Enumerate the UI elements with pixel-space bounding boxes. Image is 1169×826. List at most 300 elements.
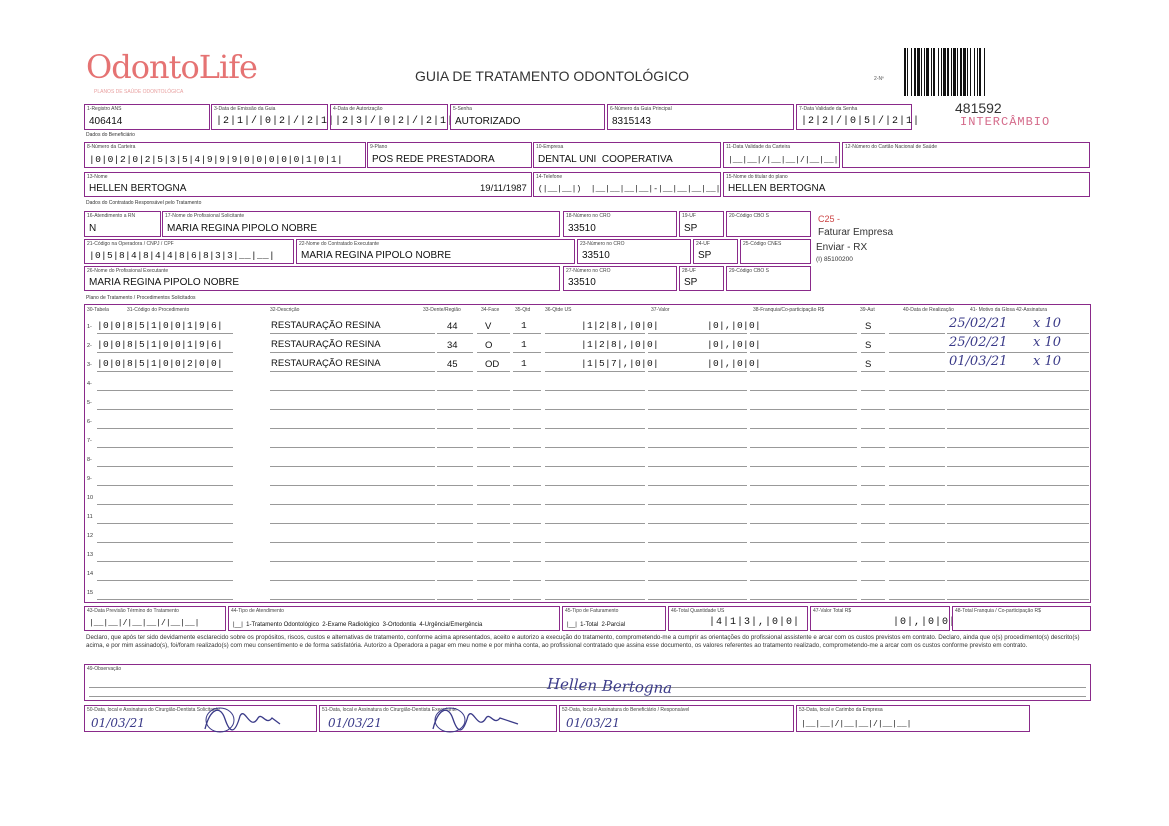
field-label: 21-Código na Operadora / CNPJ / CPF <box>87 241 174 247</box>
cell-line <box>477 599 510 600</box>
field-telefone[interactable] <box>533 172 721 197</box>
barcode-bar <box>931 48 932 96</box>
field-label: 27-Número no CRO <box>566 268 611 274</box>
cell-line <box>947 542 1089 543</box>
column-header: 31-Código do Procedimento <box>127 307 190 313</box>
cell-line <box>947 352 1089 353</box>
field-value: |2|3|/|0|2|/|2|1| <box>335 116 455 127</box>
cell-line <box>947 466 1089 467</box>
cell-line <box>648 390 747 391</box>
cell-line <box>750 542 857 543</box>
section-beneficiario: Dados do Beneficiário <box>86 132 135 138</box>
cell-line <box>750 390 857 391</box>
field-value: 33510 <box>568 277 596 288</box>
cell-line <box>477 561 510 562</box>
field-contratado-executante[interactable] <box>296 239 575 264</box>
cell-line <box>545 523 645 524</box>
cell-line <box>947 485 1089 486</box>
quantity: 1 <box>521 339 528 350</box>
cell-line <box>97 580 233 581</box>
row-number: 5- <box>87 400 92 406</box>
field-label: 51-Data, local e Assinatura do Cirurgião-Dentista Executante <box>322 707 457 713</box>
field-uf-prof-executante[interactable] <box>679 266 724 291</box>
field-senha[interactable] <box>450 104 605 130</box>
procedure-code: |0|0|8|5|1|0|0|1|9|6| <box>97 320 224 331</box>
cell-line <box>750 352 857 353</box>
realization-date: 25/02/21 <box>949 316 1008 331</box>
row-number: 1- <box>87 324 92 330</box>
field-value: |0|5|8|4|8|4|4|8|6|8|3|3|__|__| <box>89 250 276 261</box>
barcode-bar <box>970 48 971 96</box>
cell-line <box>648 504 747 505</box>
table-row[interactable] <box>85 318 1090 337</box>
cell-line <box>513 466 541 467</box>
cell-line <box>545 466 645 467</box>
cell-line <box>861 561 885 562</box>
field-value: 33510 <box>568 223 596 234</box>
field-value: 406414 <box>89 116 123 127</box>
field-value: HELLEN BERTOGNA <box>728 183 826 194</box>
field-label: 22-Nome do Contratado Executante <box>299 241 380 247</box>
logo-text: OdontoLife <box>86 48 257 86</box>
cell-line <box>513 428 541 429</box>
cell-line <box>437 523 473 524</box>
cell-line <box>270 371 435 372</box>
cell-line <box>861 333 885 334</box>
cell-line <box>477 542 510 543</box>
column-header: 32-Descrição <box>270 307 300 313</box>
cell-line <box>477 409 510 410</box>
cell-line <box>270 466 435 467</box>
cell-line <box>947 333 1089 334</box>
table-row[interactable] <box>85 508 1090 527</box>
cell-line <box>648 561 747 562</box>
cell-line <box>97 561 233 562</box>
cell-line <box>861 447 885 448</box>
field-uf-solicitante[interactable] <box>679 211 724 237</box>
field-value: |2|1|/|0|2|/|2|1| <box>216 116 336 127</box>
barcode-bar <box>924 48 925 96</box>
cell-line <box>889 371 945 372</box>
cell-line <box>97 542 233 543</box>
cell-line <box>477 523 510 524</box>
field-validade-senha[interactable] <box>796 104 921 130</box>
cell-line <box>270 561 435 562</box>
cell-line <box>513 371 541 372</box>
quantity-us: |1|2|8|,|0|0| <box>581 320 660 331</box>
row-number: 15 <box>87 590 94 596</box>
cell-line <box>97 428 233 429</box>
cell-line <box>270 447 435 448</box>
barcode-bar <box>907 48 908 96</box>
cell-line <box>947 409 1089 410</box>
field-label: 12-Número do Cartão Nacional de Saúde <box>845 144 937 150</box>
cell-line <box>648 485 747 486</box>
cell-line <box>545 561 645 562</box>
column-header: 36-Qtde US <box>545 307 572 313</box>
cell-line <box>97 485 233 486</box>
field-guia-principal[interactable] <box>607 104 794 130</box>
row-number: 10 <box>87 495 94 501</box>
field-cbo-executante[interactable] <box>726 266 811 291</box>
cell-line <box>750 466 857 467</box>
field-label: 7-Data Validade da Senha <box>799 106 858 112</box>
table-row[interactable] <box>85 356 1090 375</box>
barcode-bar <box>984 48 985 96</box>
row-number: 4- <box>87 381 92 387</box>
cell-line <box>270 504 435 505</box>
field-label: 25-Código CNES <box>743 241 782 247</box>
field-plano[interactable] <box>367 142 532 168</box>
quantity: 1 <box>521 358 528 369</box>
cell-line <box>97 409 233 410</box>
cell-line <box>270 485 435 486</box>
cell-line <box>97 352 233 353</box>
barcode-bar <box>943 48 946 96</box>
cell-line <box>861 599 885 600</box>
field-label: 26-Nome do Profissional Executante <box>87 268 169 274</box>
section-plano: Plano de Tratamento / Procedimentos Solicitados <box>86 295 196 301</box>
cell-line <box>947 371 1089 372</box>
guide-number-label: 2-Nº <box>874 76 884 82</box>
field-label: 10-Empresa <box>536 144 564 150</box>
cell-line <box>477 371 510 372</box>
tooth-face: V <box>485 321 492 332</box>
field-uf-executante[interactable] <box>693 239 738 264</box>
field-value: |__|__|/|__|__|/|__|__| <box>89 619 200 628</box>
cell-line <box>513 523 541 524</box>
stamp-note-enviar: Enviar - RX <box>816 242 868 253</box>
cell-line <box>750 580 857 581</box>
cell-line <box>861 352 885 353</box>
field-registro-ans[interactable] <box>84 104 210 130</box>
field-total-franquia[interactable] <box>952 606 1091 631</box>
field-label: 46-Total Quantidade US <box>671 608 725 614</box>
barcode-bar <box>967 48 968 96</box>
row-number: 13 <box>87 552 94 558</box>
barcode-bar <box>933 48 935 96</box>
field-label: 6-Número da Guia Principal <box>610 106 672 112</box>
stamp-note-code: (I) 85100200 <box>816 256 853 263</box>
cell-line <box>947 599 1089 600</box>
cell-line <box>513 561 541 562</box>
cell-line <box>545 428 645 429</box>
cell-line <box>437 466 473 467</box>
field-label: 28-UF <box>682 268 696 274</box>
cell-line <box>861 428 885 429</box>
authorized: S <box>865 321 872 332</box>
cell-line <box>513 599 541 600</box>
field-value: SP <box>698 250 712 261</box>
quantity-us: |1|2|8|,|0|0| <box>581 339 660 350</box>
row-number: 14 <box>87 571 94 577</box>
field-value: POS REDE PRESTADORA <box>372 154 495 165</box>
barcode-bar <box>957 48 958 96</box>
cell-line <box>437 485 473 486</box>
cell-line <box>270 542 435 543</box>
table-row[interactable] <box>85 413 1090 432</box>
procedure-code: |0|0|8|5|1|0|0|2|0|0| <box>97 358 224 369</box>
cell-line <box>97 371 233 372</box>
field-label: 4-Data de Autorização <box>333 106 383 112</box>
cell-line <box>889 504 945 505</box>
cell-line <box>545 485 645 486</box>
field-validade-carteira[interactable] <box>723 142 840 168</box>
cell-line <box>513 580 541 581</box>
field-label: 48-Total Franquia / Co-participação R$ <box>955 608 1041 614</box>
cell-line <box>889 542 945 543</box>
field-titular[interactable] <box>723 172 1090 197</box>
cell-line <box>477 466 510 467</box>
cell-line <box>545 333 645 334</box>
field-label: 49-Observação <box>87 666 122 672</box>
cell-line <box>750 504 857 505</box>
field-numero-carteira[interactable] <box>84 142 366 168</box>
cell-line <box>648 447 747 448</box>
stamp-note-faturar: Faturar Empresa <box>818 227 894 238</box>
cell-line <box>947 504 1089 505</box>
field-value: 33510 <box>582 250 610 261</box>
table-row[interactable] <box>85 527 1090 546</box>
cell-line <box>437 409 473 410</box>
field-codigo-operadora[interactable] <box>84 239 294 264</box>
field-assinatura-solicitante[interactable] <box>84 705 317 732</box>
barcode-bar <box>938 48 939 96</box>
barcode-bar <box>960 48 962 96</box>
field-cbo-solicitante[interactable] <box>726 211 811 237</box>
procedure-code: |0|0|8|5|1|0|0|1|9|6| <box>97 339 224 350</box>
table-row[interactable] <box>85 451 1090 470</box>
row-signature: x 10 <box>1033 335 1062 350</box>
field-label: 24-UF <box>696 241 710 247</box>
field-value: |2|2|/|0|5|/|2|1| <box>801 116 921 127</box>
row-number: 8- <box>87 457 92 463</box>
table-row[interactable] <box>85 432 1090 451</box>
cell-line <box>437 371 473 372</box>
cell-line <box>513 352 541 353</box>
cell-line <box>648 333 747 334</box>
table-row[interactable] <box>85 489 1090 508</box>
cell-line <box>861 390 885 391</box>
cell-line <box>545 371 645 372</box>
cell-line <box>648 409 747 410</box>
cell-line <box>648 371 747 372</box>
barcode-bar <box>926 48 929 96</box>
field-profissional-solicitante[interactable] <box>162 211 560 237</box>
cell-line <box>437 447 473 448</box>
cell-line <box>545 599 645 600</box>
field-value: SP <box>684 223 698 234</box>
cell-line <box>270 428 435 429</box>
barcode-bar <box>947 48 949 96</box>
field-cro-solicitante[interactable] <box>563 211 677 237</box>
page-title: GUIA DE TRATAMENTO ODONTOLÓGICO <box>415 68 690 84</box>
barcode-bar <box>977 48 978 96</box>
cell-line <box>513 333 541 334</box>
field-label: 17-Nome do Profissional Solicitante <box>165 213 245 219</box>
cell-line <box>437 561 473 562</box>
cell-line <box>889 390 945 391</box>
cell-line <box>545 352 645 353</box>
cell-line <box>437 504 473 505</box>
franchise-value: |0|,|0|0| <box>707 339 762 350</box>
table-row[interactable] <box>85 546 1090 565</box>
field-profissional-executante[interactable] <box>84 266 560 291</box>
cell-line <box>947 523 1089 524</box>
cell-line <box>889 580 945 581</box>
barcode-bar <box>941 48 942 96</box>
field-label: 9-Plano <box>370 144 388 150</box>
field-tipo-atendimento[interactable] <box>228 606 560 631</box>
field-cnes[interactable] <box>740 239 811 264</box>
tooth-region: 44 <box>447 321 458 332</box>
field-label: 8-Número da Carteira <box>87 144 136 150</box>
cell-line <box>648 599 747 600</box>
field-tipo-faturamento[interactable] <box>562 606 666 631</box>
realization-date: 01/03/21 <box>949 354 1008 369</box>
cell-line <box>270 409 435 410</box>
column-header: 30-Tabela <box>87 307 109 313</box>
field-previsao-termino[interactable] <box>84 606 226 631</box>
field-value: 8315143 <box>612 116 651 127</box>
table-row[interactable] <box>85 375 1090 394</box>
field-label: 53-Data, local e Carimbo da Empresa <box>799 707 883 713</box>
field-atendimento-rn[interactable] <box>84 211 161 237</box>
field-label: 47-Valor Total R$ <box>813 608 852 614</box>
table-row[interactable] <box>85 584 1090 603</box>
barcode-bar <box>904 48 906 96</box>
column-header: 34-Face <box>481 307 500 313</box>
tooth-region: 45 <box>447 359 458 370</box>
field-label: 23-Número no CRO <box>580 241 625 247</box>
field-label: 5-Senha <box>453 106 472 112</box>
section-contratado: Dados do Contratado Responsável pelo Tratamento <box>86 200 202 206</box>
table-row[interactable] <box>85 394 1090 413</box>
cell-line <box>861 542 885 543</box>
procedures-table <box>84 304 1091 603</box>
field-assinatura-executante[interactable] <box>319 705 557 732</box>
barcode-bar <box>911 48 912 96</box>
authorized: S <box>865 340 872 351</box>
field-assinatura-beneficiario[interactable] <box>559 705 794 732</box>
field-data-autorizacao[interactable] <box>330 104 455 130</box>
field-label: 11-Data Validade da Carteira <box>726 144 791 150</box>
cell-line <box>947 561 1089 562</box>
field-label: 43-Data Previsão Término do Tratamento <box>87 608 179 614</box>
dentist-signature-solicitante <box>200 704 290 736</box>
cell-line <box>648 523 747 524</box>
field-label: 13-Nome <box>87 174 108 180</box>
cell-line <box>861 504 885 505</box>
franchise-value: |0|,|0|0| <box>707 358 762 369</box>
cell-line <box>270 333 435 334</box>
field-cartao-nacional[interactable] <box>842 142 1090 168</box>
row-number: 3- <box>87 362 92 368</box>
field-data-emissao[interactable] <box>211 104 336 130</box>
cell-line <box>750 371 857 372</box>
row-number: 9- <box>87 476 92 482</box>
column-header: 37-Valor <box>651 307 670 313</box>
table-row[interactable] <box>85 337 1090 356</box>
field-value: HELLEN BERTOGNA <box>89 183 187 194</box>
logo <box>86 48 257 98</box>
cell-line <box>750 447 857 448</box>
column-header: 38-Franquia/Co-participação R$ <box>753 307 825 313</box>
field-label: 29-Código CBO S <box>729 268 770 274</box>
field-cro-executante[interactable] <box>577 239 691 264</box>
quantity: 1 <box>521 320 528 331</box>
cell-line <box>889 428 945 429</box>
field-value: SP <box>684 277 698 288</box>
cell-line <box>97 523 233 524</box>
cell-line <box>750 599 857 600</box>
cell-line <box>750 561 857 562</box>
cell-line <box>97 504 233 505</box>
cell-line <box>889 466 945 467</box>
cell-line <box>750 428 857 429</box>
cell-line <box>477 390 510 391</box>
table-row[interactable] <box>85 470 1090 489</box>
row-number: 12 <box>87 533 94 539</box>
cell-line <box>545 447 645 448</box>
cell-line <box>513 447 541 448</box>
cell-line <box>513 390 541 391</box>
field-carimbo-empresa[interactable] <box>796 705 1030 732</box>
field-empresa[interactable] <box>533 142 721 168</box>
field-label: 20-Código CBO S <box>729 213 770 219</box>
barcode-bar <box>963 48 966 96</box>
table-row[interactable] <box>85 565 1090 584</box>
row-signature: x 10 <box>1033 316 1062 331</box>
field-valor-total[interactable] <box>810 606 957 631</box>
procedure-description: RESTAURAÇÃO RESINA <box>271 320 381 331</box>
cell-line <box>889 333 945 334</box>
cell-line <box>97 390 233 391</box>
cell-line <box>437 580 473 581</box>
cell-line <box>437 428 473 429</box>
cell-line <box>889 485 945 486</box>
field-label: 14-Telefone <box>536 174 563 180</box>
field-label: 19-UF <box>682 213 696 219</box>
realization-date: 25/02/21 <box>949 335 1008 350</box>
field-value: MARIA REGINA PIPOLO NOBRE <box>89 277 240 288</box>
column-header: 39-Aut <box>860 307 875 313</box>
cell-line <box>648 466 747 467</box>
cell-line <box>437 352 473 353</box>
cell-line <box>648 542 747 543</box>
barcode-bar <box>979 48 981 96</box>
stamp-note-c25: C25 - <box>818 214 841 224</box>
field-label: 15-Nome do titular do plano <box>726 174 788 180</box>
tooth-face: O <box>485 340 493 351</box>
barcode-bar <box>974 48 975 96</box>
intercambio-stamp: INTERCÂMBIO <box>960 115 1051 129</box>
field-label: 1-Registro ANS <box>87 106 122 112</box>
field-value: N <box>89 223 97 234</box>
guide-number: 481592 <box>955 100 1002 116</box>
field-nome[interactable] <box>84 172 532 197</box>
field-cro-prof-executante[interactable] <box>563 266 677 291</box>
field-observacao[interactable] <box>84 664 1091 701</box>
cell-line <box>947 390 1089 391</box>
field-total-us[interactable] <box>668 606 808 631</box>
beneficiary-signature: Hellen Bertogna <box>546 674 673 698</box>
row-number: 7- <box>87 438 92 444</box>
column-header: 40-Data de Realização <box>903 307 954 313</box>
cell-line <box>477 580 510 581</box>
barcode-bar <box>921 48 922 96</box>
field-value: |0|,|0|0| <box>893 617 957 628</box>
